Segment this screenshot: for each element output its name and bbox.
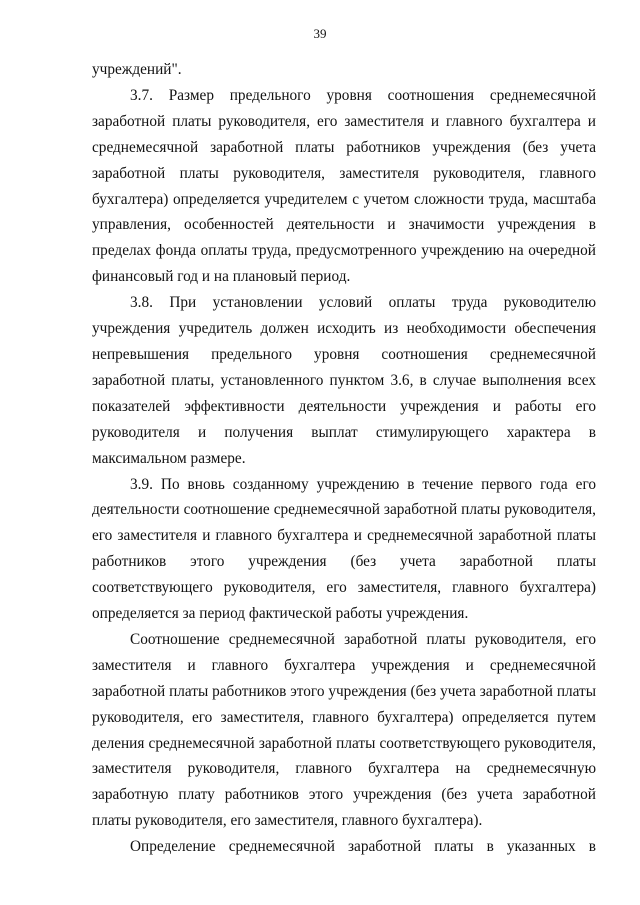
paragraph-3-7: 3.7. Размер предельного уровня соотношения среднемесячной заработной платы руководителя, его заместителя и главного бухгалтера и среднемесячной заработной платы работников учреждения (без учета заработной платы руководителя, заместителя руководителя, главного бухгалтера) определяется учредителем с учетом сложности труда, масштаба управления, особенностей деятельности и значимости учреждения в пределах фонда оплаты труда, предусмотренного учреждению на очередной финансовый год и на плановый период. [92,86,596,286]
document-body [92,57,596,860]
paragraph-3-8: 3.8. При установлении условий оплаты труда руководителю учреждения учредитель должен исходить из необходимости обеспечения непревышения предельного уровня соотношения среднемесячной заработной платы, установленного пунктом 3.6, в случае выполнения всех показателей эффективности деятельности учреждения и работы его руководителя и получения выплат стимулирующего характера в максимальном размере. [92,294,596,467]
paragraph-truncated: Определение среднемесячной заработной платы в указанных в [130,838,596,856]
paragraph-continuation: учреждений". [92,61,182,78]
paragraph-ratio-calculation: Соотношение среднемесячной заработной платы руководителя, его заместителя и главного бухгалтера учреждения и среднемесячной заработной платы работников этого учреждения (без учета заработной платы руководителя, его заместителя, главного бухгалтера) определяется путем деления среднемесячной заработной платы соответствующего руководителя, заместителя руководителя, главного бухгалтера на среднемесячную заработную плату работников этого учреждения (без учета заработной платы руководителя, его заместителя, главного бухгалтера). [92,630,596,830]
paragraph-3-9: 3.9. По вновь созданному учреждению в течение первого года его деятельности соотношение среднемесячной заработной платы руководителя, его заместителя и главного бухгалтера и среднемесячной заработной платы работников этого учреждения (без учета заработной платы соответствующего руководителя, его заместителя, главного бухгалтера) определяется за период фактической работы учреждения. [92,475,596,623]
page-number: 39 [313,26,327,41]
